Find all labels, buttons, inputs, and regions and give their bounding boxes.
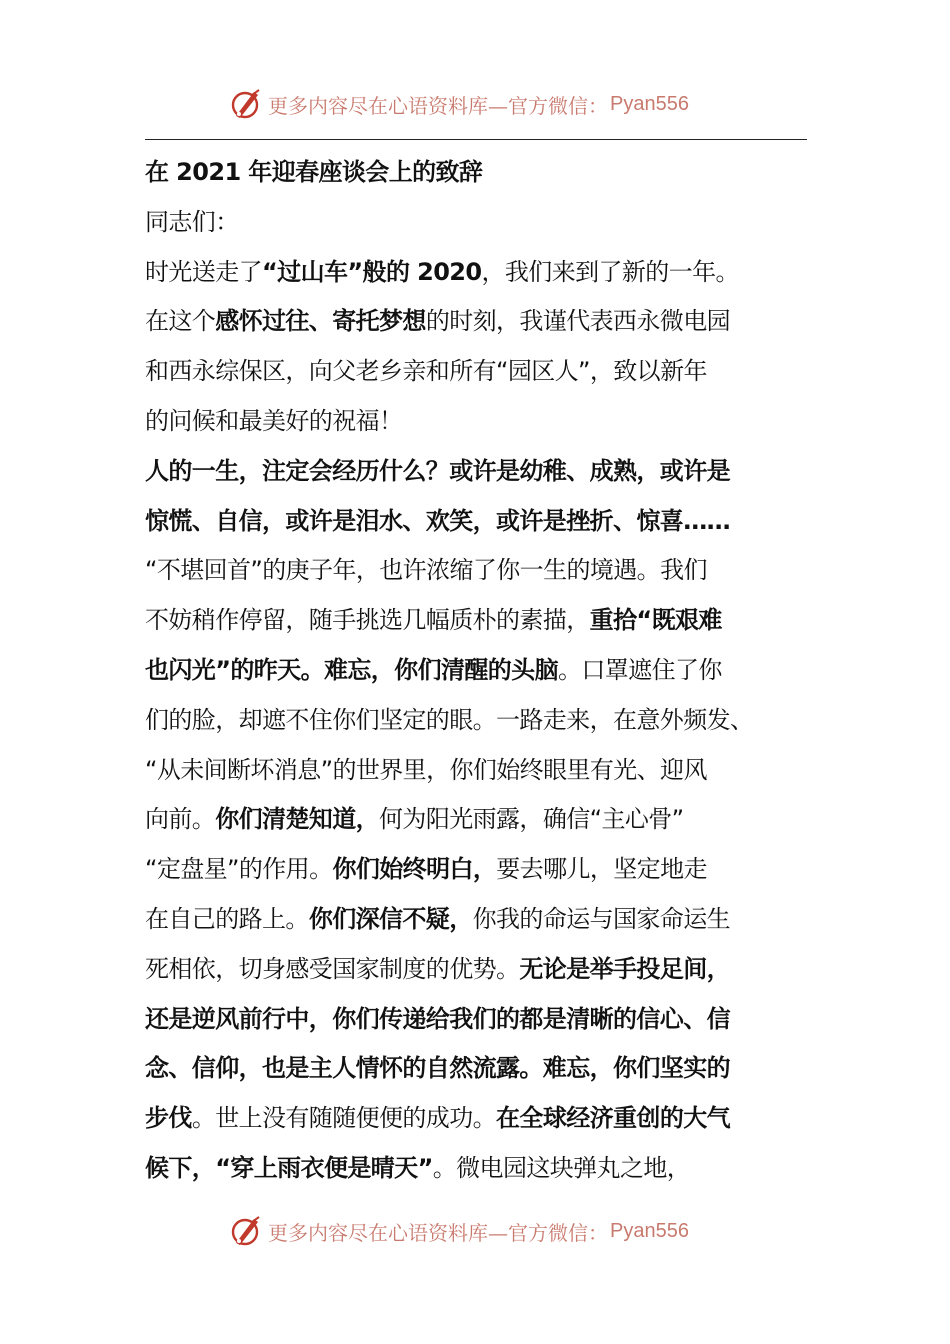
bold-text-run: 人的一生，注定会经历什么？或许是幼稚、成熟，或许是 bbox=[145, 456, 730, 485]
text-line bbox=[145, 596, 807, 646]
text-run: 和西永综保区，向父老乡亲和所有“园区人”，致以新年 bbox=[145, 357, 707, 386]
footer-watermark-text: 更多内容尽在心语资料库—官方微信： bbox=[268, 1220, 608, 1245]
text-line bbox=[145, 646, 807, 696]
bold-text-run: 念、信仰，也是主人情怀的自然流露。难忘，你们坚实的 bbox=[145, 1054, 730, 1083]
text-run: 你我的命运与国家命运生 bbox=[472, 904, 731, 933]
bold-text-run: 也闪光”的昨天。难忘，你们清醒的头脑 bbox=[145, 655, 558, 684]
footer-wechat-id: Pyan556 bbox=[610, 1219, 689, 1242]
text-run: 死相依，切身感受国家制度的优势。 bbox=[145, 954, 520, 983]
bold-text-run: 候下，“穿上雨衣便是晴天” bbox=[145, 1153, 433, 1182]
header-watermark-text: 更多内容尽在心语资料库—官方微信： bbox=[268, 93, 608, 118]
text-line bbox=[145, 1144, 807, 1194]
header-watermark bbox=[228, 84, 748, 124]
text-run: 向前。 bbox=[145, 805, 216, 834]
bold-text-run: 你们清楚知道， bbox=[215, 805, 380, 834]
header-wechat-id: Pyan556 bbox=[610, 92, 689, 115]
bold-text-run: 你们深信不疑， bbox=[308, 904, 473, 933]
text-line bbox=[145, 746, 807, 796]
bold-text-run: 无论是举手投足间， bbox=[519, 954, 731, 983]
text-run: ，我们来到了新的一年。 bbox=[481, 257, 739, 286]
quill-pen-icon bbox=[228, 86, 264, 122]
text-line bbox=[145, 696, 807, 746]
text-run: 。口罩遮住了你 bbox=[557, 655, 722, 684]
text-run: 在这个 bbox=[145, 307, 216, 336]
bold-text-run: 你们始终明白， bbox=[332, 855, 497, 884]
text-run: 们的脸，却遮不住你们坚定的眼。一路走来，在意外频发、 bbox=[145, 705, 754, 734]
text-run: 何为阳光雨露，确信“主心骨” bbox=[379, 805, 684, 834]
bold-text-run: 在 2021 年迎春座谈会上的致辞 bbox=[145, 158, 483, 186]
text-run: 时光送走了 bbox=[145, 257, 262, 286]
bold-text-run: 在全球经济重创的大气 bbox=[496, 1104, 731, 1133]
text-line bbox=[145, 347, 807, 397]
text-run: 的问候和最美好的祝福！ bbox=[145, 406, 403, 435]
bold-text-run: 重拾“既艰难 bbox=[589, 606, 722, 635]
text-line bbox=[145, 447, 807, 497]
document-body bbox=[145, 148, 807, 1194]
text-run: “从未间断坏消息”的世界里，你们始终眼里有光、迎风 bbox=[145, 755, 707, 784]
text-run: “定盘星”的作用。 bbox=[145, 855, 333, 884]
text-line bbox=[145, 297, 807, 347]
text-line bbox=[145, 546, 807, 596]
text-line bbox=[145, 945, 807, 995]
text-line bbox=[145, 845, 807, 895]
bold-text-run: 感怀过往、寄托梦想 bbox=[215, 307, 426, 336]
text-run: 在自己的路上。 bbox=[145, 904, 309, 933]
text-line bbox=[145, 895, 807, 945]
text-run: 同志们： bbox=[145, 207, 239, 236]
text-line bbox=[145, 1044, 807, 1094]
text-line bbox=[145, 397, 807, 447]
text-line bbox=[145, 198, 807, 248]
text-run: 要去哪儿，坚定地走 bbox=[496, 855, 707, 884]
text-line bbox=[145, 248, 807, 298]
header-divider bbox=[145, 139, 807, 140]
text-run: 。微电园这块弹丸之地， bbox=[432, 1153, 691, 1182]
document-title bbox=[145, 148, 807, 198]
text-run: 。世上没有随随便便的成功。 bbox=[191, 1104, 497, 1133]
text-run: 的时刻，我谨代表西永微电园 bbox=[425, 307, 731, 336]
bold-text-run: 还是逆风前行中，你们传递给我们的都是清晰的信心、信 bbox=[145, 1004, 730, 1033]
bold-text-run: “过山车”般的 2020 bbox=[262, 257, 482, 286]
bold-text-run: 惊慌、自信，或许是泪水、欢笑，或许是挫折、惊喜…… bbox=[145, 506, 730, 535]
text-run: “不堪回首”的庚子年，也许浓缩了你一生的境遇。我们 bbox=[145, 556, 707, 585]
bold-text-run: 步伐 bbox=[145, 1104, 192, 1133]
text-line bbox=[145, 995, 807, 1045]
footer-watermark bbox=[228, 1211, 748, 1251]
quill-pen-icon bbox=[228, 1213, 264, 1249]
text-line bbox=[145, 497, 807, 547]
text-line bbox=[145, 795, 807, 845]
text-line bbox=[145, 1094, 807, 1144]
text-run: 不妨稍作停留，随手挑选几幅质朴的素描， bbox=[145, 606, 590, 635]
